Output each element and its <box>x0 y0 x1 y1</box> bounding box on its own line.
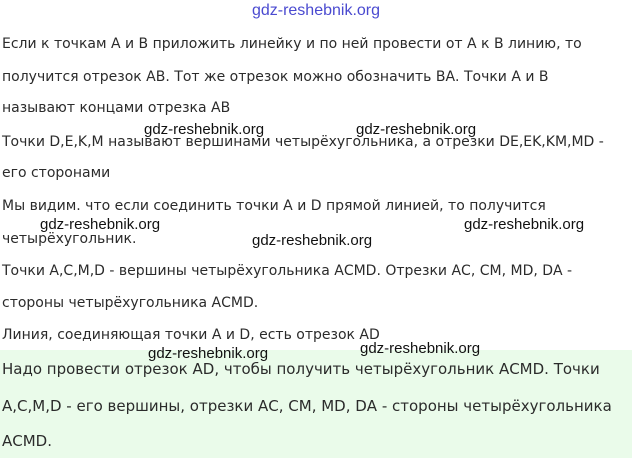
site-header-link[interactable]: gdz-reshebnik.org <box>251 2 381 19</box>
paragraph-1-line-1: Если к точкам А и В приложить линейку и по ней провести от А к В линию, то <box>2 36 582 52</box>
watermark: gdz-reshebnik.org <box>252 232 373 249</box>
watermark: gdz-reshebnik.org <box>40 216 161 233</box>
answer-line-3: АСМD. <box>2 432 52 450</box>
paragraph-2-line-1: Точки D,E,K,M называют вершинами четырёхугольника, а отрезки DE,EK,KM,MD - <box>2 134 604 150</box>
watermark: gdz-reshebnik.org <box>360 340 481 357</box>
paragraph-1-line-2: получится отрезок АВ. Тот же отрезок можно обозначить ВА. Точки А и В <box>2 69 549 85</box>
watermark: gdz-reshebnik.org <box>148 345 269 362</box>
answer-line-1: Надо провести отрезок АD, чтобы получить четырёхугольник АСМD. Точки <box>2 360 600 378</box>
answer-line-2: А,С,М,D - его вершины, отрезки АС, СМ, МD, DА - стороны четырёхугольника <box>2 397 612 415</box>
paragraph-5-line-1: Линия, соединяющая точки А и D, есть отрезок АD <box>2 327 380 343</box>
paragraph-1-line-3: называют концами отрезка АВ <box>2 100 231 116</box>
paragraph-3-line-2: четырёхугольник. <box>2 231 137 247</box>
watermark: gdz-reshebnik.org <box>464 216 585 233</box>
watermark: gdz-reshebnik.org <box>356 121 477 138</box>
paragraph-4-line-2: стороны четырёхугольника АСМD. <box>2 295 259 311</box>
paragraph-2-line-2: его сторонами <box>2 165 111 181</box>
watermark: gdz-reshebnik.org <box>144 121 265 138</box>
paragraph-3-line-1: Мы видим. что если соединить точки А и D прямой линией, то получится <box>2 198 546 214</box>
paragraph-4-line-1: Точки А,С,М,D - вершины четырёхугольника АСМD. Отрезки АС, СМ, МD, DА - <box>2 263 573 279</box>
